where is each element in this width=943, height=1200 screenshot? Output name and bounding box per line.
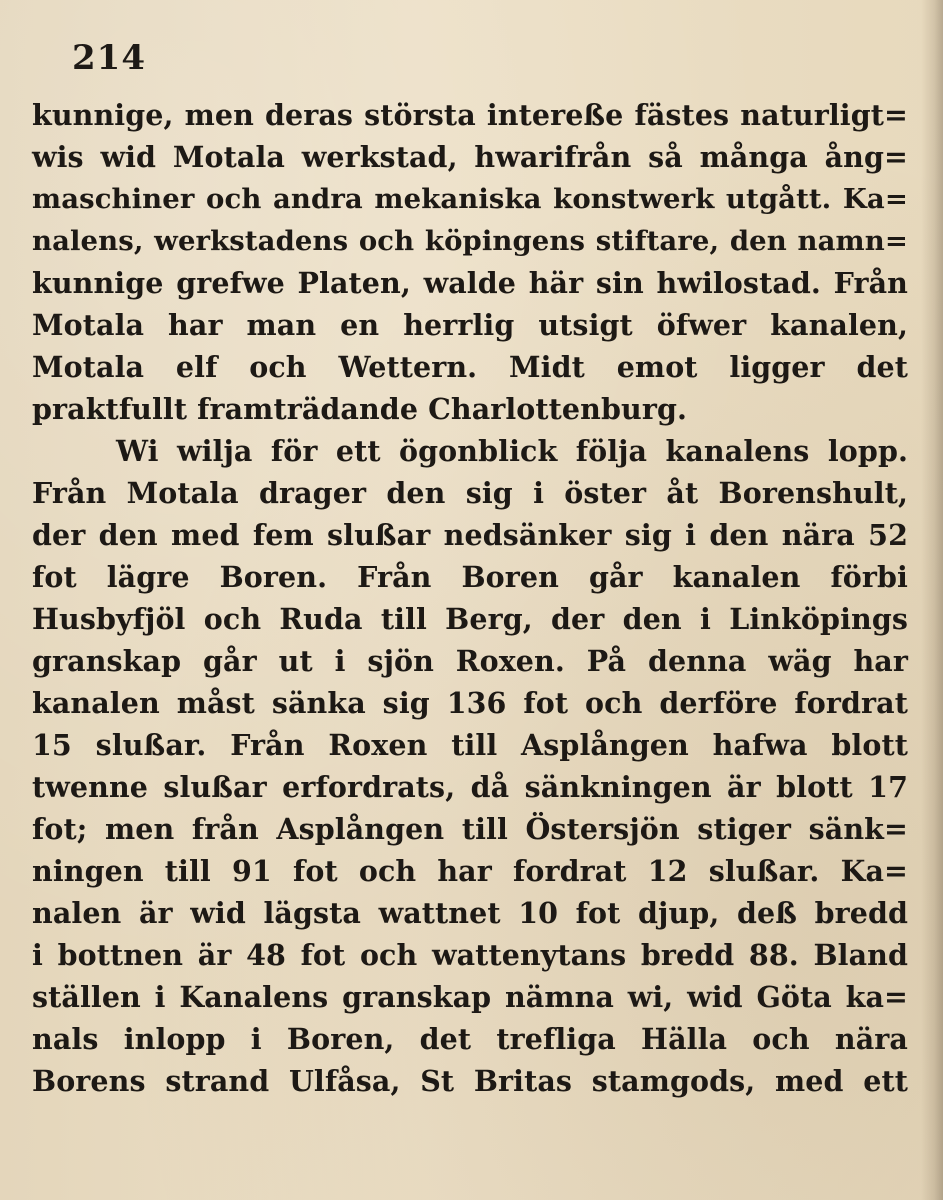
- text-line: Motala elf och Wettern. Midt emot ligger det: [32, 350, 908, 384]
- text-line: maschiner och andra mekaniska konstwerk utgått. Ka=: [32, 183, 908, 215]
- text-line: Från Motala drager den sig i öster åt Borenshult,: [32, 476, 908, 510]
- body-text: [32, 94, 908, 1102]
- text-line: nalen är wid lägsta wattnet 10 fot djup, deß bredd: [32, 896, 908, 930]
- text-line: der den med fem slußar nedsänker sig i den nära 52: [32, 518, 908, 552]
- text-line: kunnige grefwe Platen, walde här sin hwilostad. Från: [32, 266, 908, 300]
- text-line: nals inlopp i Boren, det trefliga Hälla och nära: [32, 1022, 908, 1056]
- text-line: fot; men från Asplången till Östersjön stiger sänk=: [32, 812, 908, 846]
- text-line: twenne slußar erfordrats, då sänkningen är blott 17: [32, 770, 908, 804]
- text-line: Husbyfjöl och Ruda till Berg, der den i Linköpings: [32, 602, 908, 636]
- text-line: 15 slußar. Från Roxen till Asplången hafwa blott: [32, 728, 908, 762]
- text-line: i bottnen är 48 fot och wattenytans bredd 88. Bland: [32, 938, 908, 972]
- page-edge-shadow: [921, 0, 943, 1200]
- text-line: ningen till 91 fot och har fordrat 12 slußar. Ka=: [32, 854, 908, 888]
- text-line: wis wid Motala werkstad, hwarifrån så många ång=: [32, 140, 908, 174]
- text-line: ställen i Kanalens granskap nämna wi, wid Göta ka=: [32, 980, 908, 1014]
- text-line: granskap går ut i sjön Roxen. På denna wäg har: [32, 644, 908, 678]
- text-line: kunnige, men deras största intereße fästes naturligt=: [32, 98, 908, 132]
- text-line: nalens, werkstadens och köpingens stiftare, den namn=: [32, 225, 908, 257]
- text-line: Wi wilja för ett ögonblick följa kanalens lopp.: [116, 434, 908, 468]
- page-number: 214: [72, 38, 146, 78]
- text-line: Motala har man en herrlig utsigt öfwer kanalen,: [32, 308, 908, 342]
- text-line: fot lägre Boren. Från Boren går kanalen förbi: [32, 560, 908, 594]
- text-line: kanalen måst sänka sig 136 fot och derföre fordrat: [32, 686, 908, 720]
- text-line: Borens strand Ulfåsa, St Britas stamgods, med ett: [32, 1064, 908, 1098]
- text-line: praktfullt framträdande Charlottenburg.: [32, 392, 688, 426]
